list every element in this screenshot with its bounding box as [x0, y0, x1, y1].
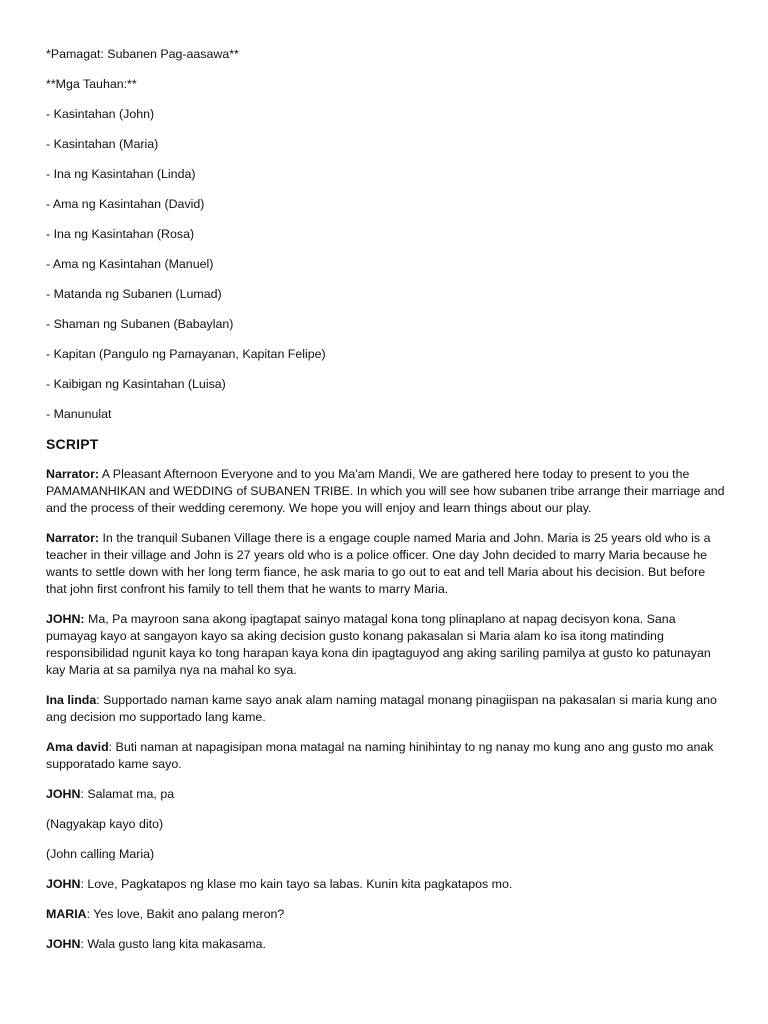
speaker-name: Narrator: — [46, 467, 100, 481]
dialogue-paragraph — [46, 692, 726, 726]
character-item: - Matanda ng Subanen (Lumad) — [46, 287, 222, 301]
dialogue-text: : Buti naman at napagisipan mona matagal na naming hinihintay to ng nanay mo kung ano ang gusto mo anak supporatado kame sayo. — [46, 740, 714, 771]
speaker-name: Ina linda — [46, 693, 97, 707]
dialogue-text: : Yes love, Bakit ano palang meron? — [86, 907, 285, 921]
dialogue-paragraph — [46, 466, 726, 517]
dialogue-text: : Supportado naman kame sayo anak alam naming matagal monang pinagiispan na pakasalan si maria kung ano ang decision mo supportado lang kame. — [46, 693, 717, 724]
dialogue-text: : Salamat ma, pa — [80, 787, 175, 801]
stage-direction — [46, 816, 726, 833]
speaker-name: MARIA — [46, 907, 87, 921]
character-item: - Ina ng Kasintahan (Rosa) — [46, 227, 195, 241]
dialogue-paragraph — [46, 906, 726, 923]
stage-direction-text: (John calling Maria) — [46, 847, 155, 861]
dialogue-paragraph — [46, 530, 726, 598]
dialogue-text: : Love, Pagkatapos ng klase mo kain tayo sa labas. Kunin kita pagkatapos mo. — [80, 877, 513, 891]
characters-heading: **Mga Tauhan:** — [46, 77, 137, 91]
script-heading: SCRIPT — [46, 436, 99, 452]
speaker-name: JOHN — [46, 937, 81, 951]
character-item: - Ina ng Kasintahan (Linda) — [46, 167, 196, 181]
dialogue-text: A Pleasant Afternoon Everyone and to you Ma'am Mandi, We are gathered here today to present to you the PAMAMANHIKAN and WEDDING of SUBANEN TRIBE. In which you will see how subanen tribe arrange their marriage and and the process of their wedding ceremony. We hope you will enjoy and learn things about our play. — [46, 467, 725, 515]
speaker-name: JOHN — [46, 877, 81, 891]
dialogue-text: : Wala gusto lang kita makasama. — [80, 937, 266, 951]
document-page — [46, 46, 726, 966]
dialogue-paragraph — [46, 739, 726, 773]
dialogue-paragraph — [46, 786, 726, 803]
character-item: - Shaman ng Subanen (Babaylan) — [46, 317, 234, 331]
speaker-name: Narrator: — [46, 531, 100, 545]
document-title: *Pamagat: Subanen Pag-aasawa** — [46, 47, 239, 61]
script-body — [46, 466, 726, 953]
character-item: - Kapitan (Pangulo ng Pamayanan, Kapitan Felipe) — [46, 347, 326, 361]
speaker-name: Ama david — [46, 740, 109, 754]
characters-list — [46, 106, 726, 423]
speaker-name: JOHN — [46, 787, 81, 801]
dialogue-paragraph — [46, 876, 726, 893]
character-item: - Kaibigan ng Kasintahan (Luisa) — [46, 377, 226, 391]
character-item: - Ama ng Kasintahan (David) — [46, 197, 205, 211]
dialogue-paragraph — [46, 936, 726, 953]
character-item: - Manunulat — [46, 407, 112, 421]
dialogue-paragraph — [46, 611, 726, 679]
stage-direction — [46, 846, 726, 863]
character-item: - Kasintahan (Maria) — [46, 137, 159, 151]
stage-direction-text: (Nagyakap kayo dito) — [46, 817, 164, 831]
dialogue-text: In the tranquil Subanen Village there is a engage couple named Maria and John. Maria is 25 years old who is a teacher in their village and John is 27 years old who is a police officer. One day John decided to marry Maria because he wants to settle down with her long term fiance, he ask maria to go out to eat and tell Maria about his decision. But before that john first confront his family to tell them that he wants to marry Maria. — [46, 531, 711, 596]
character-item: - Ama ng Kasintahan (Manuel) — [46, 257, 214, 271]
speaker-name: JOHN: — [46, 612, 85, 626]
character-item: - Kasintahan (John) — [46, 107, 155, 121]
dialogue-text: Ma, Pa mayroon sana akong ipagtapat sainyo matagal kona tong plinaplano at napag decisyon kona. Sana pumayag kayo at sangayon kayo sa aking decision gusto konang pakasalan si Maria alam ko isa itong matinding responsibilidad ngunit kaya ko tong harapan kaya kona din ipagtaguyod ang aking sariling pamilya at gusto ko patunayan kay Maria at sa pamilya nya na mahal ko sya. — [46, 612, 711, 677]
